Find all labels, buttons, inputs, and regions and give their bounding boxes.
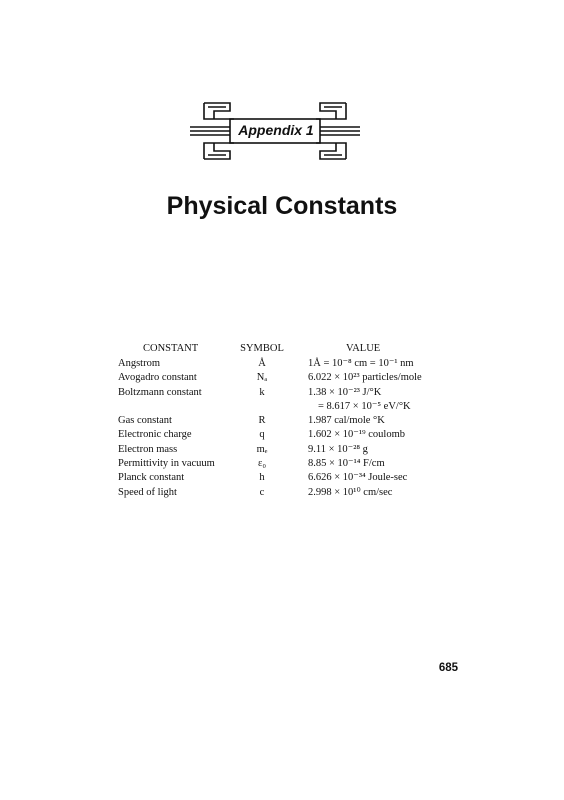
table-row <box>118 357 478 371</box>
constant-name: Boltzmann constant <box>118 386 202 398</box>
table-row <box>118 443 478 457</box>
constant-symbol: k <box>259 386 265 398</box>
constant-name: Planck constant <box>118 472 185 484</box>
table-row <box>118 414 478 428</box>
constant-value: 1.987 cal/mole °K <box>308 415 385 427</box>
constant-name: Speed of light <box>118 486 177 498</box>
header-constant: CONSTANT <box>143 343 199 354</box>
constant-value: 1Å = 10⁻⁸ cm = 10⁻¹ nm <box>308 358 414 369</box>
constant-name: Angstrom <box>118 358 160 369</box>
appendix-label: Appendix 1 <box>238 122 314 138</box>
table-row <box>118 371 478 385</box>
constant-value: 6.626 × 10⁻³⁴ Joule-sec <box>308 472 408 484</box>
constant-value: 9.11 × 10⁻²⁸ g <box>308 443 368 455</box>
constant-symbol: Nₐ <box>256 372 268 384</box>
constant-symbol: R <box>258 415 266 427</box>
constant-name: Electron mass <box>118 443 178 455</box>
constant-symbol: Å <box>258 358 266 369</box>
constants-table <box>118 341 478 500</box>
constant-symbol: c <box>259 486 265 498</box>
constant-symbol: mₑ <box>256 443 268 455</box>
constant-value: = 8.617 × 10⁻⁵ eV/°K <box>318 400 411 412</box>
page-number: 685 <box>438 662 458 674</box>
header-value: VALUE <box>346 343 381 354</box>
constant-symbol: ε₀ <box>257 458 267 470</box>
constant-value: 8.85 × 10⁻¹⁴ F/cm <box>308 458 385 470</box>
table-row <box>118 471 478 485</box>
constant-name: Permittivity in vacuum <box>118 458 215 470</box>
constant-symbol: q <box>259 429 265 441</box>
constant-name: Electronic charge <box>118 429 192 441</box>
constant-name: Gas constant <box>118 415 172 427</box>
header-symbol: SYMBOL <box>240 343 284 354</box>
table-row-continuation <box>118 400 478 414</box>
constant-symbol: h <box>259 472 265 484</box>
constant-value: 1.602 × 10⁻¹⁹ coulomb <box>308 429 406 441</box>
constant-value: 6.022 × 10²³ particles/mole <box>308 372 422 384</box>
table-row <box>118 486 478 500</box>
table-row <box>118 386 478 400</box>
constant-name: Avogadro constant <box>118 372 197 384</box>
constant-value: 1.38 × 10⁻²³ J/°K <box>308 386 382 398</box>
table-row <box>118 428 478 442</box>
table-row <box>118 457 478 471</box>
page-title: Physical Constants <box>166 192 398 220</box>
table-header-row <box>118 341 478 356</box>
appendix-emblem <box>190 97 360 165</box>
constant-value: 2.998 × 10¹⁰ cm/sec <box>308 486 393 498</box>
